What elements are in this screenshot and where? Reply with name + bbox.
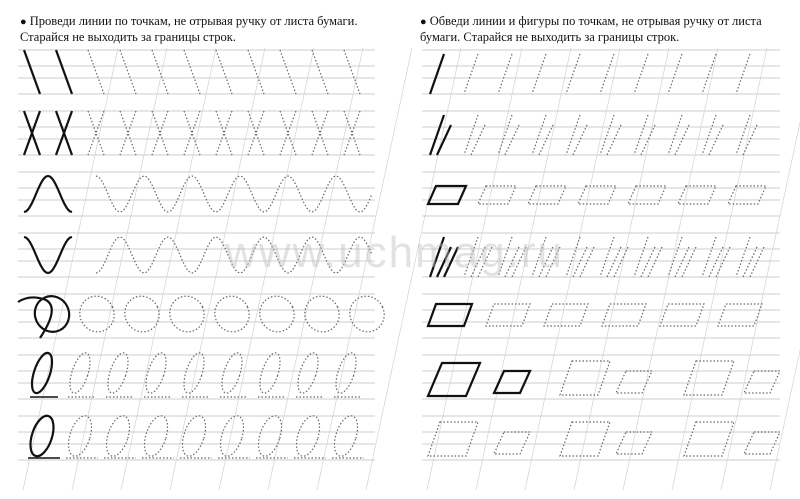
dotted-parallelogram — [560, 361, 610, 395]
dotted-slash — [750, 247, 764, 277]
dotted-slash — [736, 237, 750, 277]
dotted-slash — [498, 54, 512, 94]
dotted-slash — [566, 115, 580, 155]
dotted-slash — [634, 115, 648, 155]
dotted-parallelogram — [684, 422, 734, 456]
right-instruction-text: Обведи линии и фигуры по точкам, не отрывая ручку от листа бумаги. Старайся не выходить за границы строк. — [420, 14, 762, 44]
solid-slash — [430, 115, 444, 155]
dotted-parallelogram — [494, 432, 530, 454]
dotted-loop — [216, 413, 248, 459]
dotted-stroke — [120, 50, 136, 94]
solid-parallelogram — [428, 304, 472, 326]
dotted-parallelogram — [486, 304, 530, 326]
dotted-parallelogram — [478, 186, 516, 204]
slant-guide — [121, 48, 216, 490]
solid-loop — [26, 413, 58, 459]
dotted-loop — [254, 291, 300, 338]
dotted-parallelogram — [684, 361, 734, 395]
solid-parallelogram — [428, 363, 480, 396]
dotted-stroke — [88, 50, 104, 94]
watermark: www.uchmag.ru — [225, 228, 565, 277]
dotted-parallelogram — [678, 186, 716, 204]
dotted-stroke — [312, 50, 328, 94]
dotted-loop — [332, 351, 360, 396]
slant-guide — [574, 48, 669, 490]
dotted-slash — [464, 115, 478, 155]
dotted-slash — [648, 247, 662, 277]
dotted-loop — [294, 351, 322, 396]
dotted-loop — [344, 291, 390, 338]
solid-wave — [24, 176, 72, 212]
dotted-parallelogram — [528, 186, 566, 204]
dotted-slash — [634, 237, 648, 277]
dotted-loop — [140, 413, 172, 459]
dotted-stroke — [152, 50, 168, 94]
dotted-parallelogram — [628, 186, 666, 204]
dotted-stroke — [184, 50, 200, 94]
slant-guide — [623, 48, 718, 490]
dotted-parallelogram — [660, 304, 704, 326]
dotted-slash — [682, 247, 696, 277]
dotted-loop — [292, 413, 324, 459]
dotted-loop — [218, 351, 246, 396]
solid-stroke — [24, 50, 40, 94]
dotted-slash — [600, 115, 614, 155]
solid-slash — [430, 54, 444, 94]
solid-loop — [28, 351, 56, 396]
dotted-parallelogram — [744, 432, 780, 454]
dotted-parallelogram — [718, 304, 762, 326]
dotted-slash — [668, 115, 682, 155]
dotted-loop — [330, 413, 362, 459]
solid-wave — [24, 237, 72, 273]
dotted-parallelogram — [744, 371, 780, 393]
dotted-parallelogram — [578, 186, 616, 204]
dotted-slash — [668, 237, 682, 277]
slant-guide — [770, 48, 800, 490]
dotted-parallelogram — [616, 432, 652, 454]
dotted-slash — [702, 115, 716, 155]
dotted-slash — [532, 115, 546, 155]
dotted-loop — [209, 291, 255, 338]
dotted-slash — [668, 54, 682, 94]
dotted-stroke — [280, 50, 296, 94]
dotted-loop — [66, 351, 94, 396]
dotted-slash — [532, 54, 546, 94]
dotted-wave — [96, 176, 372, 212]
dotted-loop — [256, 351, 284, 396]
slant-guide — [672, 48, 767, 490]
dotted-slash — [736, 54, 750, 94]
dotted-loop — [119, 291, 165, 338]
dotted-slash — [600, 54, 614, 94]
dotted-loop — [178, 413, 210, 459]
dotted-slash — [498, 115, 512, 155]
dotted-slash — [464, 54, 478, 94]
dotted-parallelogram — [616, 371, 652, 393]
bullet-icon: ● — [420, 16, 427, 28]
left-instruction-text: Проведи линии по точкам, не отрывая ручку от листа бумаги. Старайся не выходить за границы строк. — [20, 14, 358, 44]
dotted-loop — [180, 351, 208, 396]
dotted-slash — [634, 54, 648, 94]
dotted-slash — [580, 247, 594, 277]
dotted-loop — [164, 291, 210, 338]
dotted-loop — [104, 351, 132, 396]
slant-guide — [72, 48, 167, 490]
solid-stroke — [56, 50, 72, 94]
dotted-stroke — [248, 50, 264, 94]
dotted-parallelogram — [602, 304, 646, 326]
solid-parallelogram — [494, 371, 530, 393]
dotted-stroke — [216, 50, 232, 94]
dotted-slash — [702, 54, 716, 94]
dotted-parallelogram — [544, 304, 588, 326]
dotted-slash — [736, 115, 750, 155]
dotted-slash — [702, 237, 716, 277]
dotted-loop — [254, 413, 286, 459]
dotted-slash — [600, 237, 614, 277]
solid-parallelogram — [428, 186, 466, 204]
bullet-icon: ● — [20, 16, 27, 28]
